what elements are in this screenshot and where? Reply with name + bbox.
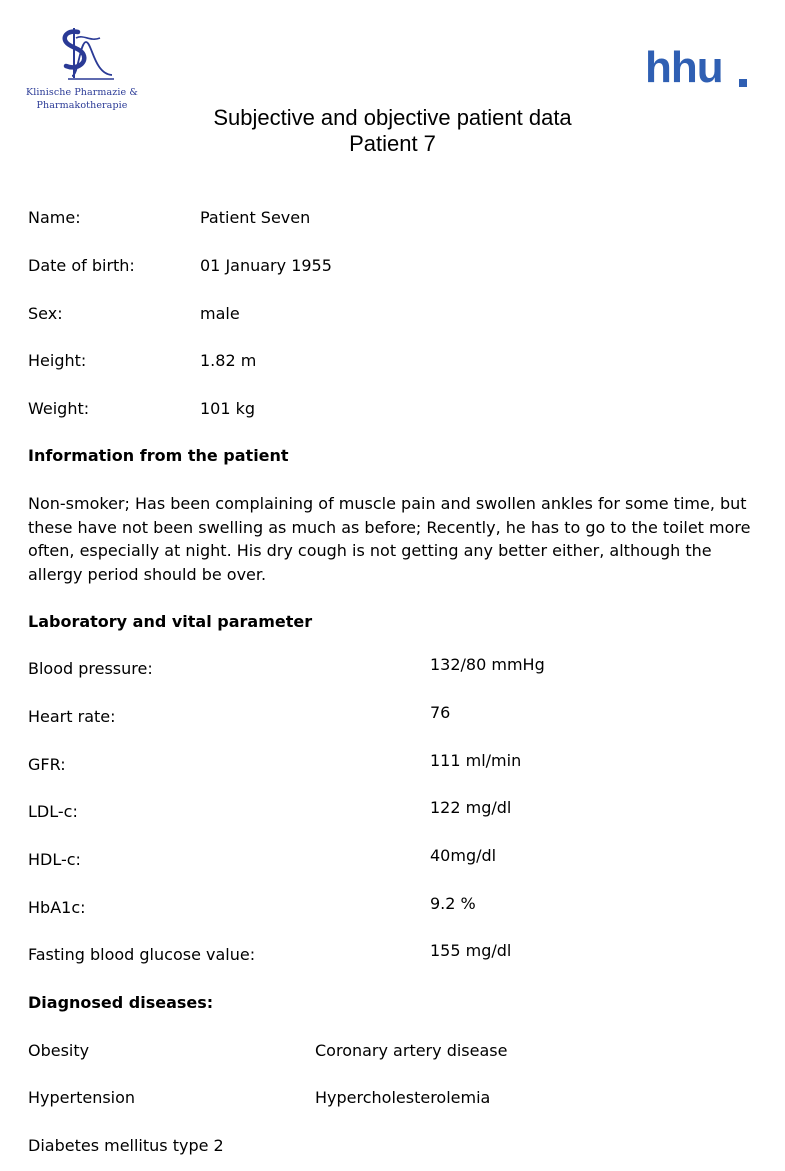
- lab-value: 40mg/dl: [430, 846, 497, 865]
- lab-label: HDL-c:: [28, 850, 81, 869]
- lab-value: 76: [430, 703, 451, 722]
- hhu-logo-text: hhu: [645, 46, 723, 90]
- caduceus-curve-icon: [54, 28, 114, 84]
- field-label: Sex:: [28, 304, 63, 323]
- diseases-heading: Diagnosed diseases:: [28, 993, 214, 1012]
- lab-label: Blood pressure:: [28, 659, 153, 678]
- disease-item: Diabetes mellitus type 2: [28, 1136, 224, 1155]
- lab-value: 155 mg/dl: [430, 941, 512, 960]
- hhu-logo-dot-icon: [739, 79, 747, 87]
- field-value: 1.82 m: [200, 351, 257, 370]
- field-label: Name:: [28, 208, 81, 227]
- hhu-logo: [645, 46, 751, 95]
- title-line2: Patient 7: [349, 131, 436, 156]
- lab-value: 132/80 mmHg: [430, 655, 545, 674]
- lab-label: HbA1c:: [28, 898, 86, 917]
- lab-label: LDL-c:: [28, 802, 78, 821]
- lab-label: Fasting blood glucose value:: [28, 945, 256, 964]
- hhu-logo-graphic: [645, 46, 751, 90]
- disease-item: Obesity: [28, 1041, 90, 1060]
- page-title: [0, 105, 785, 157]
- lab-label: Heart rate:: [28, 707, 116, 726]
- field-label: Weight:: [28, 399, 90, 418]
- disease-item: Hypercholesterolemia: [315, 1088, 491, 1107]
- field-value: 01 January 1955: [200, 256, 332, 275]
- info-text: Non-smoker; Has been complaining of muscle pain and swollen ankles for some time, but these have not been swelling as much as before; Recently, he has to go to the toilet more often, especially at night. His dry cough is not getting any better either, although the allergy period should be over.: [28, 494, 751, 584]
- lab-heading: Laboratory and vital parameter: [28, 612, 313, 631]
- lab-value: 122 mg/dl: [430, 798, 512, 817]
- disease-item: Hypertension: [28, 1088, 136, 1107]
- lab-value: 9.2 %: [430, 894, 476, 913]
- lab-value: 111 ml/min: [430, 751, 522, 770]
- logo-text-line2: Pharmakotherapie: [36, 100, 128, 111]
- field-value: male: [200, 304, 240, 323]
- disease-item: Coronary artery disease: [315, 1041, 508, 1060]
- field-value: Patient Seven: [200, 208, 311, 227]
- lab-label: GFR:: [28, 755, 66, 774]
- field-label: Height:: [28, 351, 87, 370]
- info-heading: Information from the patient: [28, 446, 289, 465]
- field-value: 101 kg: [200, 399, 256, 418]
- title-line1: Subjective and objective patient data: [213, 105, 572, 130]
- field-label: Date of birth:: [28, 256, 135, 275]
- logo-text-line1: Klinische Pharmazie &: [26, 87, 138, 98]
